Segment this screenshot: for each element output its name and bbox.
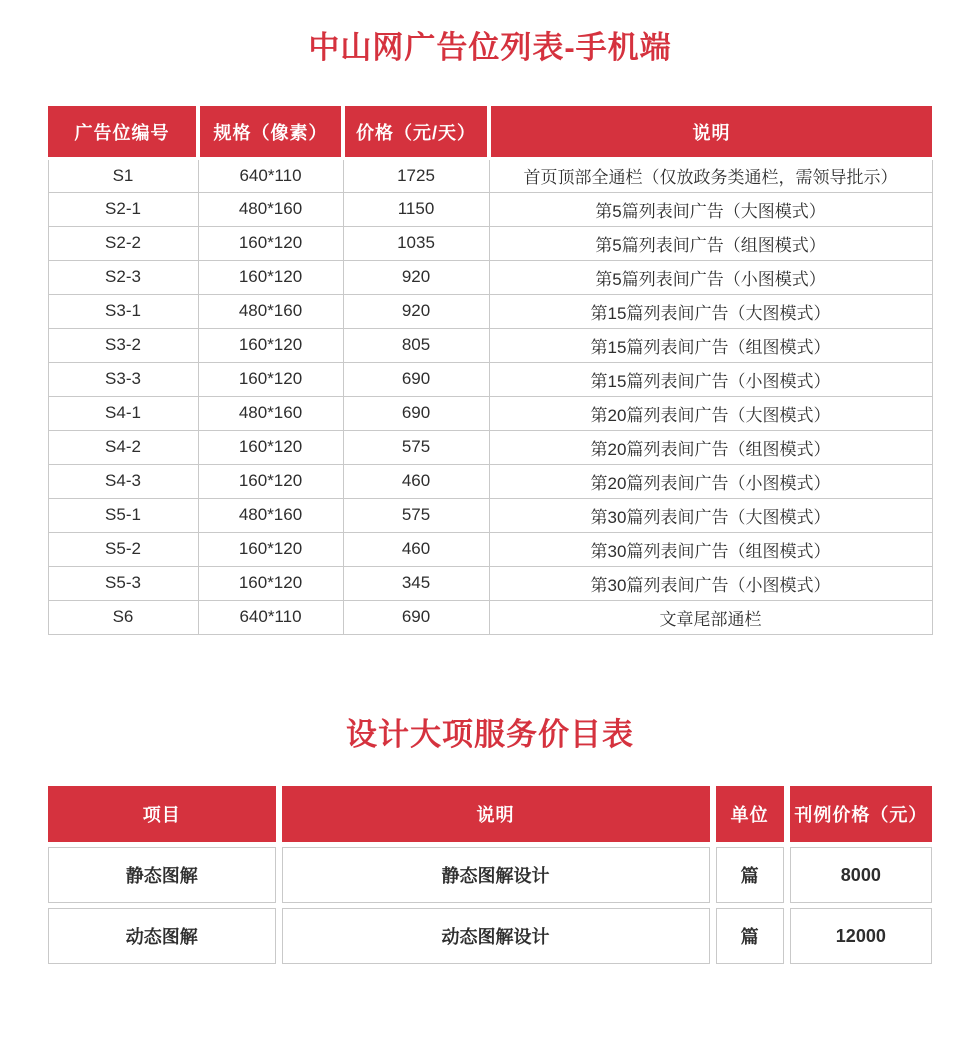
table-cell: S3-3	[48, 362, 198, 396]
table-cell: 460	[343, 464, 489, 498]
table-cell: 160*120	[198, 566, 343, 600]
column-header: 说明	[282, 786, 710, 842]
table-cell: 静态图解设计	[282, 847, 710, 903]
table-cell: 480*160	[198, 294, 343, 328]
table-row	[48, 908, 932, 964]
table-cell: 480*160	[198, 192, 343, 226]
table-cell: 920	[343, 294, 489, 328]
table-cell: 静态图解	[48, 847, 276, 903]
table-cell: S5-2	[48, 532, 198, 566]
table-cell: 805	[343, 328, 489, 362]
table-cell: 160*120	[198, 362, 343, 396]
design-price-table-body	[48, 847, 932, 964]
table-cell: 160*120	[198, 532, 343, 566]
table-cell: S1	[48, 158, 198, 192]
table-cell: 动态图解	[48, 908, 276, 964]
table-cell: 第20篇列表间广告（大图模式）	[489, 396, 932, 430]
table-cell: 12000	[790, 908, 932, 964]
table-cell: S3-1	[48, 294, 198, 328]
table-row	[48, 362, 932, 396]
table-cell: 第30篇列表间广告（小图模式）	[489, 566, 932, 600]
table-cell: 第30篇列表间广告（大图模式）	[489, 498, 932, 532]
table-cell: 480*160	[198, 498, 343, 532]
table-cell: S5-3	[48, 566, 198, 600]
table-cell: 1035	[343, 226, 489, 260]
table-cell: 160*120	[198, 328, 343, 362]
table-cell: S4-3	[48, 464, 198, 498]
table-cell: 480*160	[198, 396, 343, 430]
table-cell: 第15篇列表间广告（小图模式）	[489, 362, 932, 396]
table-row	[48, 158, 932, 192]
table-cell: S3-2	[48, 328, 198, 362]
table-cell: 第5篇列表间广告（大图模式）	[489, 192, 932, 226]
table-cell: 篇	[716, 847, 784, 903]
table-cell: 文章尾部通栏	[489, 600, 932, 634]
ad-price-table	[48, 106, 933, 635]
table-row	[48, 260, 932, 294]
table-cell: S5-1	[48, 498, 198, 532]
table-row	[48, 396, 932, 430]
table-cell: 690	[343, 362, 489, 396]
table-row	[48, 498, 932, 532]
table-cell: S2-2	[48, 226, 198, 260]
table-cell: 篇	[716, 908, 784, 964]
table-row	[48, 464, 932, 498]
table-cell: 345	[343, 566, 489, 600]
table-cell: S6	[48, 600, 198, 634]
column-header: 项目	[48, 786, 276, 842]
table-cell: 920	[343, 260, 489, 294]
table-cell: 1150	[343, 192, 489, 226]
ad-price-table-body	[48, 158, 932, 634]
design-price-table	[42, 781, 938, 969]
table-row	[48, 600, 932, 634]
table-cell: 8000	[790, 847, 932, 903]
table-cell: 1725	[343, 158, 489, 192]
table-cell: 575	[343, 498, 489, 532]
table-cell: S4-2	[48, 430, 198, 464]
table-cell: 第5篇列表间广告（组图模式）	[489, 226, 932, 260]
table-cell: 160*120	[198, 430, 343, 464]
table-cell: 第15篇列表间广告（大图模式）	[489, 294, 932, 328]
ad-price-table-header	[48, 106, 932, 158]
table-cell: 575	[343, 430, 489, 464]
table-cell: 第20篇列表间广告（组图模式）	[489, 430, 932, 464]
table-cell: 640*110	[198, 600, 343, 634]
table-row	[48, 847, 932, 903]
table-cell: 160*120	[198, 260, 343, 294]
table-cell: 第30篇列表间广告（组图模式）	[489, 532, 932, 566]
table-row	[48, 192, 932, 226]
column-header: 说明	[489, 106, 932, 158]
table-cell: S2-3	[48, 260, 198, 294]
table-cell: 第15篇列表间广告（组图模式）	[489, 328, 932, 362]
table-cell: 160*120	[198, 464, 343, 498]
table-row	[48, 532, 932, 566]
table-cell: S4-1	[48, 396, 198, 430]
table-cell: 690	[343, 396, 489, 430]
table-row	[48, 566, 932, 600]
table-row	[48, 294, 932, 328]
table-cell: 首页顶部全通栏（仅放政务类通栏，需领导批示）	[489, 158, 932, 192]
table-cell: 460	[343, 532, 489, 566]
table-cell: 第20篇列表间广告（小图模式）	[489, 464, 932, 498]
table-row	[48, 226, 932, 260]
table-cell: 第5篇列表间广告（小图模式）	[489, 260, 932, 294]
table-row	[48, 430, 932, 464]
column-header: 广告位编号	[48, 106, 198, 158]
design-price-table-header	[48, 786, 932, 842]
table-cell: 160*120	[198, 226, 343, 260]
design-table-title: 设计大项服务价目表	[346, 716, 634, 752]
table-cell: S2-1	[48, 192, 198, 226]
table-cell: 640*110	[198, 158, 343, 192]
column-header: 刊例价格（元）	[790, 786, 932, 842]
ad-table-title: 中山网广告位列表-手机端	[308, 30, 672, 65]
table-cell: 动态图解设计	[282, 908, 710, 964]
column-header: 单位	[716, 786, 784, 842]
column-header: 规格（像素）	[198, 106, 343, 158]
column-header: 价格（元/天）	[343, 106, 489, 158]
table-row	[48, 328, 932, 362]
table-cell: 690	[343, 600, 489, 634]
